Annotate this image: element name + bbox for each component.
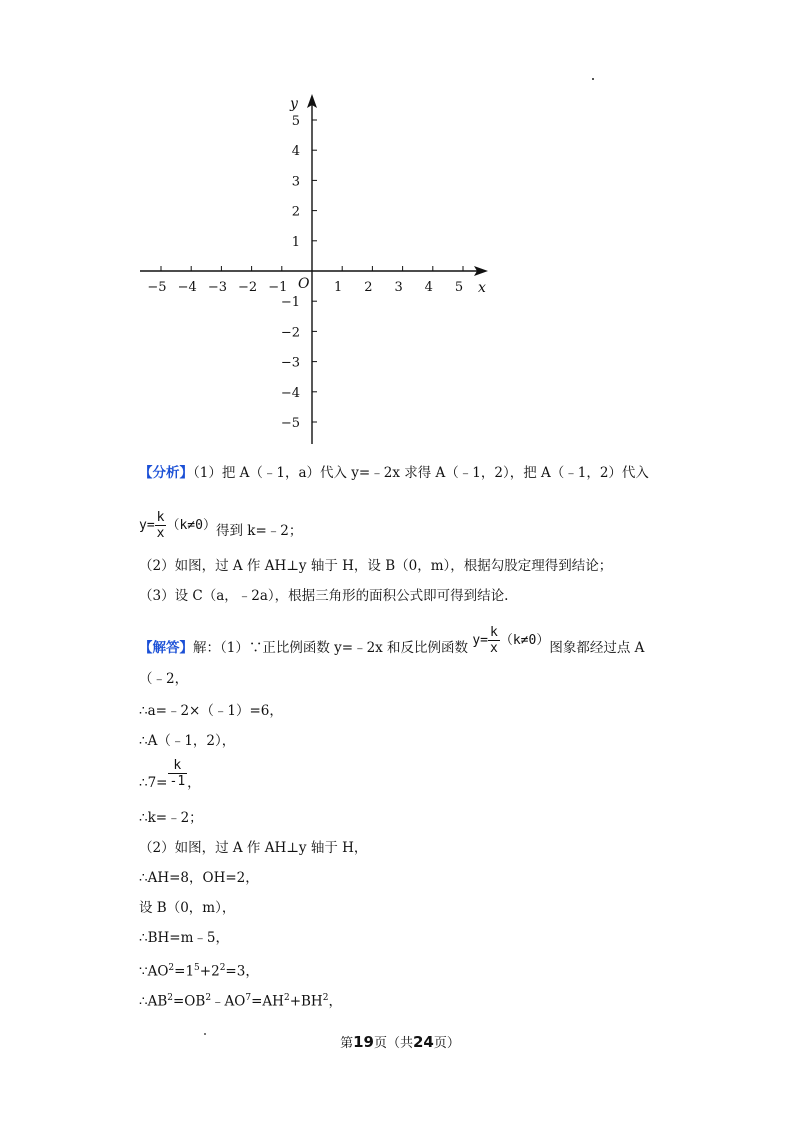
axes-group: [140, 94, 488, 444]
y-tick-label: −2: [280, 325, 300, 341]
solution-formula-y: y=: [472, 633, 489, 648]
text-part: ﹣AO: [211, 993, 246, 1010]
analysis-line-2: [139, 510, 302, 541]
text-part: =3，: [225, 963, 259, 980]
fraction-denominator: x: [156, 526, 165, 541]
solution-formula-condition: （k≠0）: [499, 633, 550, 648]
text-part: +2: [199, 963, 220, 980]
superscript: 2: [219, 963, 226, 973]
solution-line-4: ∴A（﹣1，2），: [139, 733, 236, 749]
fraction-denominator: x: [490, 641, 498, 656]
solution-tag: 【解答】: [139, 640, 193, 656]
superscript: 2: [205, 993, 212, 1003]
x-axis-label: x: [478, 280, 486, 296]
fraction-numerator: k: [156, 510, 165, 525]
fraction-numerator: k: [168, 758, 188, 774]
fraction-numerator: k: [490, 625, 498, 640]
analysis-tag: 【分析】: [139, 465, 193, 481]
y-tick-label: −1: [280, 295, 300, 311]
x-tick-label: 1: [334, 280, 343, 295]
analysis-line-1: [139, 463, 649, 483]
solution-text-5: ∴7=: [139, 775, 168, 791]
text-part: =1: [174, 963, 195, 980]
x-tick-label: −5: [147, 280, 167, 295]
solution-text-1b: 图象都经过点 A: [549, 640, 645, 656]
origin-label: O: [298, 276, 310, 292]
solution-line-9: 设 B（0，m），: [139, 900, 236, 916]
x-tick-label: −4: [177, 280, 197, 295]
solution-line-6: ∴k=﹣2；: [139, 810, 203, 826]
footer-post: 页）: [433, 1036, 460, 1051]
x-tick-label: 3: [394, 280, 403, 295]
fraction-denominator: -1: [169, 774, 186, 789]
y-tick-label: −4: [280, 385, 300, 401]
solution-line-2: （﹣2，: [139, 671, 189, 687]
solution-line-3: ∴a=﹣2×（﹣1）=6，: [139, 703, 283, 719]
x-tick-label: −1: [268, 280, 288, 295]
analysis-fraction: [155, 510, 167, 541]
solution-line-12: [139, 988, 342, 1012]
text-part: ∵AO: [139, 963, 169, 980]
analysis-line-4: （3）设 C（a，﹣2a），根据三角形的面积公式即可得到结论.: [139, 588, 509, 604]
solution-fraction: [488, 625, 500, 656]
solution-line-10: ∴BH=m﹣5，: [139, 930, 229, 946]
x-tick-label: 2: [364, 280, 373, 295]
solution-formula: [472, 625, 550, 656]
solution-text-1: 解：（1）∵正比例函数 y=﹣2x 和反比例函数: [193, 640, 469, 656]
x-tick-label: −3: [207, 280, 227, 295]
analysis-text-2: 得到 k=﹣2；: [215, 523, 303, 539]
text-part: +BH: [289, 993, 323, 1010]
text-part: ，: [328, 993, 342, 1010]
y-tick-label: 1: [291, 234, 300, 250]
solution-text-5b: ，: [187, 775, 201, 791]
solution-line-11: [139, 958, 259, 982]
x-tick-label: 5: [454, 280, 464, 295]
x-tick-label: −2: [238, 280, 258, 295]
solution-line-1: [139, 625, 645, 664]
superscript: 7: [245, 993, 252, 1003]
y-tick-label: 2: [291, 204, 300, 220]
footer-pre: 第: [340, 1036, 354, 1051]
y-tick-label: −5: [280, 416, 300, 431]
superscript: 5: [194, 963, 200, 973]
superscript: 2: [283, 993, 290, 1003]
y-axis-label: y: [290, 96, 298, 112]
analysis-line-3: （2）如图，过 A 作 AH⊥y 轴于 H，设 B（0，m），根据勾股定理得到结论；: [139, 558, 613, 574]
solution-line-5: [139, 758, 201, 789]
y-tick-label: 5: [291, 114, 300, 129]
solution-fraction-2: [168, 758, 188, 789]
analysis-text-1: （1）把 A（﹣1，a）代入 y=﹣2x 求得 A（﹣1，2），把 A（﹣1，2）代入: [193, 465, 649, 481]
page-footer: [0, 1032, 800, 1051]
footer-mid: 页（共: [373, 1036, 413, 1051]
text-part: ∴AB: [139, 993, 168, 1010]
solution-line-7: （2）如图，过 A 作 AH⊥y 轴于 H，: [139, 840, 368, 856]
y-tick-label: 4: [291, 144, 300, 160]
text-part: =AH: [251, 993, 284, 1010]
y-tick-label: 3: [291, 174, 300, 190]
analysis-formula-y: y=: [139, 518, 155, 533]
superscript: 2: [322, 993, 329, 1003]
solution-line-8: ∴AH=8，OH=2，: [139, 870, 259, 886]
footer-total-pages: 24: [413, 1033, 434, 1051]
text-part: =OB: [173, 993, 206, 1010]
coordinate-plane: [0, 0, 800, 460]
analysis-formula-condition: （k≠0）: [166, 518, 216, 533]
x-tick-label: 4: [424, 280, 433, 295]
footer-page-number: 19: [353, 1033, 374, 1051]
superscript: 2: [168, 963, 175, 973]
y-tick-label: −3: [280, 355, 300, 371]
superscript: 2: [167, 993, 173, 1003]
